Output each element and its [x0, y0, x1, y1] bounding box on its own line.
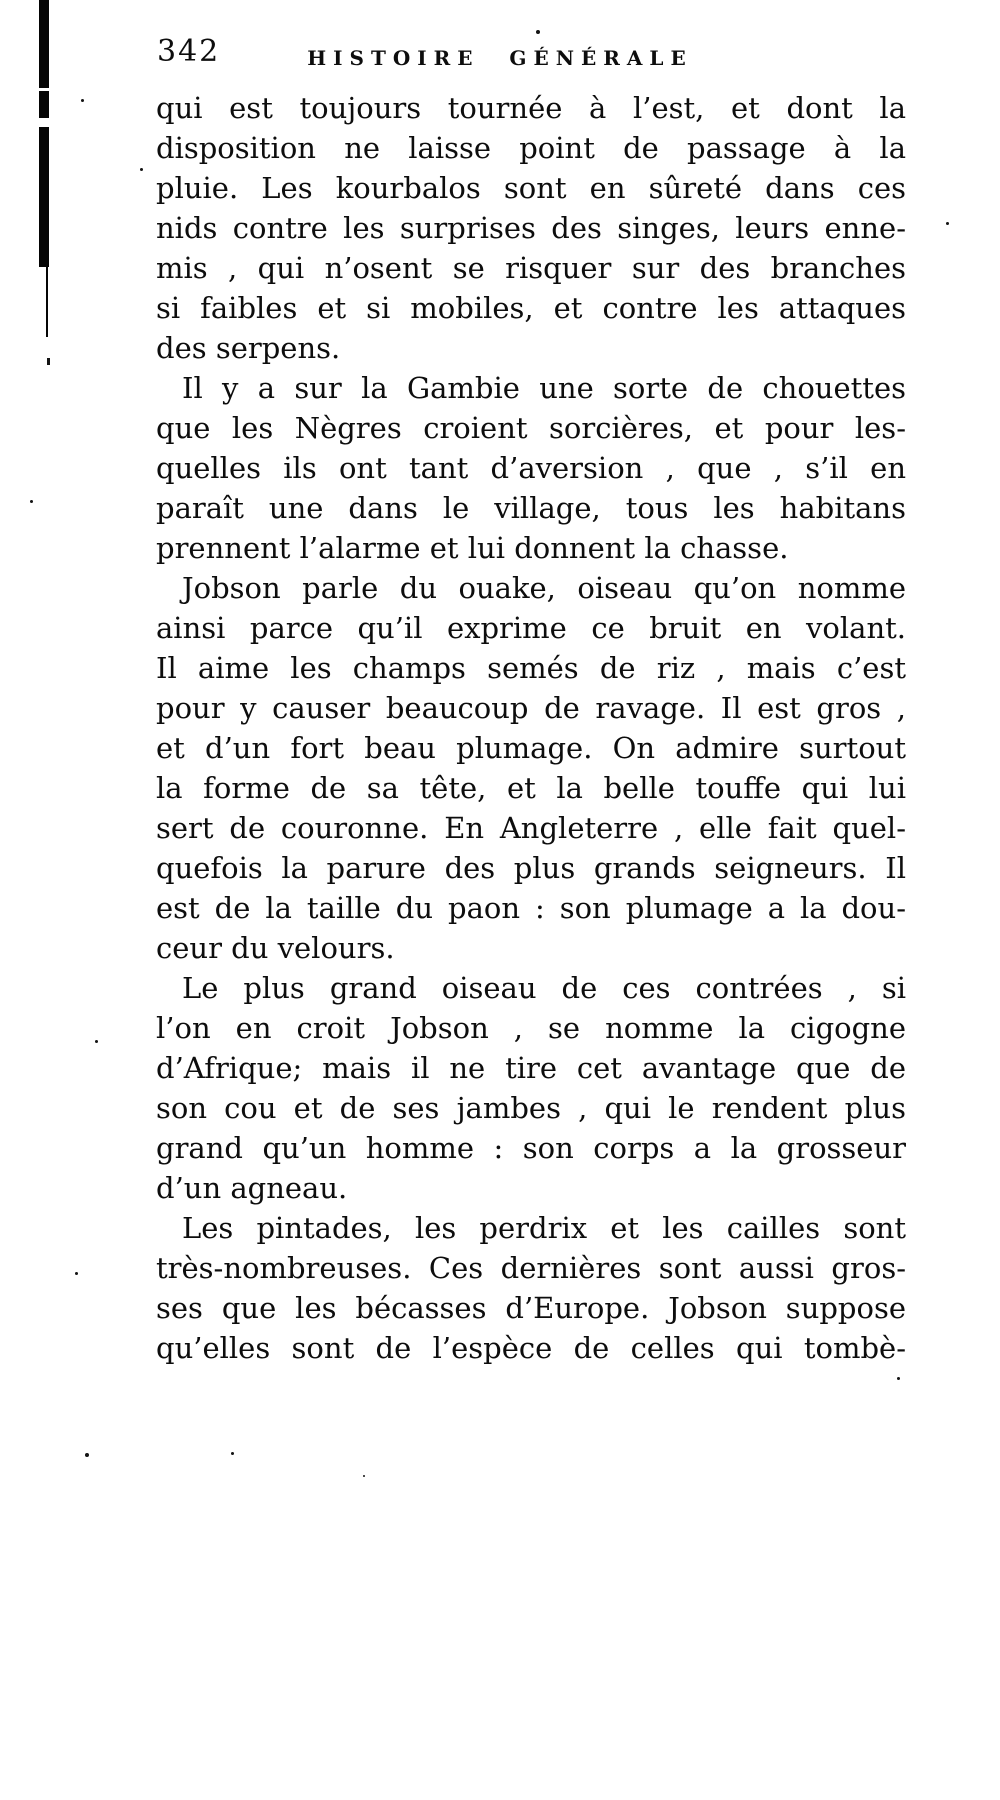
text-block	[156, 88, 906, 1368]
text-line: très-nombreuses. Ces dernières sont aussi gros-	[156, 1251, 906, 1285]
text-line: d’Afrique; mais il ne tire cet avantage que de	[156, 1051, 906, 1085]
paragraph	[156, 968, 906, 1208]
text-line: d’un agneau.	[156, 1171, 348, 1205]
text-line: la forme de sa tête, et la belle touffe qui lui	[156, 771, 906, 805]
gutter-bar-segment	[39, 0, 49, 88]
text-line: sert de couronne. En Angleterre , elle fait quel-	[156, 811, 906, 845]
text-line: qui est toujours tournée à l’est, et dont la	[156, 91, 906, 125]
text-line: prennent l’alarme et lui donnent la chasse.	[156, 531, 789, 565]
text-line: pluie. Les kourbalos sont en sûreté dans ces	[156, 171, 906, 205]
text-line: l’on en croit Jobson , se nomme la cigogne	[156, 1011, 906, 1045]
paragraph	[156, 368, 906, 568]
text-line: son cou et de ses jambes , qui le rendent plus	[156, 1091, 906, 1125]
text-line: si faibles et si mobiles, et contre les attaques	[156, 291, 906, 325]
ink-speck	[81, 99, 84, 102]
text-line: Le plus grand oiseau de ces contrées , si	[182, 971, 906, 1005]
text-line: ceur du velours.	[156, 931, 395, 965]
paragraph	[156, 568, 906, 968]
ink-speck	[30, 500, 33, 503]
text-line: que les Nègres croient sorcières, et pour les-	[156, 411, 906, 445]
gutter-line	[46, 267, 48, 337]
text-line: qu’elles sont de l’espèce de celles qui tombè-	[156, 1331, 906, 1365]
paragraph	[156, 88, 906, 368]
ink-speck	[95, 1040, 98, 1043]
text-line: est de la taille du paon : son plumage a la dou-	[156, 891, 906, 925]
ink-speck	[85, 1453, 89, 1457]
text-line: grand qu’un homme : son corps a la grosseur	[156, 1131, 906, 1165]
text-line: quelles ils ont tant d’aversion , que , s’il en	[156, 451, 906, 485]
ink-speck	[47, 358, 50, 365]
text-line: disposition ne laisse point de passage à la	[156, 131, 906, 165]
text-line: Il y a sur la Gambie une sorte de chouettes	[182, 371, 906, 405]
gutter-bar-segment	[39, 127, 49, 267]
page-number: 342	[157, 34, 221, 69]
ink-speck	[536, 30, 540, 34]
ink-speck	[140, 168, 143, 171]
running-title: HISTOIRE GÉNÉRALE	[307, 46, 693, 70]
ink-speck	[897, 1377, 900, 1380]
text-line: pour y causer beaucoup de ravage. Il est gros ,	[156, 691, 906, 725]
text-line: mis , qui n’osent se risquer sur des branches	[156, 251, 906, 285]
text-line: paraît une dans le village, tous les habitans	[156, 491, 906, 525]
text-line: ainsi parce qu’il exprime ce bruit en volant.	[156, 611, 906, 645]
text-line: Il aime les champs semés de riz , mais c’est	[156, 651, 906, 685]
ink-speck	[75, 1272, 78, 1275]
ink-speck	[363, 1475, 365, 1477]
text-line: quefois la parure des plus grands seigneurs. Il	[156, 851, 906, 885]
text-line: Jobson parle du ouake, oiseau qu’on nomme	[182, 571, 906, 605]
paragraph	[156, 1208, 906, 1368]
ink-speck	[231, 1452, 234, 1455]
text-line: ses que les bécasses d’Europe. Jobson suppose	[156, 1291, 906, 1325]
text-line: des serpens.	[156, 331, 341, 365]
ink-speck	[946, 222, 949, 225]
text-line: et d’un fort beau plumage. On admire surtout	[156, 731, 906, 765]
text-line: Les pintades, les perdrix et les cailles sont	[182, 1211, 906, 1245]
gutter-bar-segment	[39, 91, 49, 118]
text-line: nids contre les surprises des singes, leurs enne-	[156, 211, 906, 245]
